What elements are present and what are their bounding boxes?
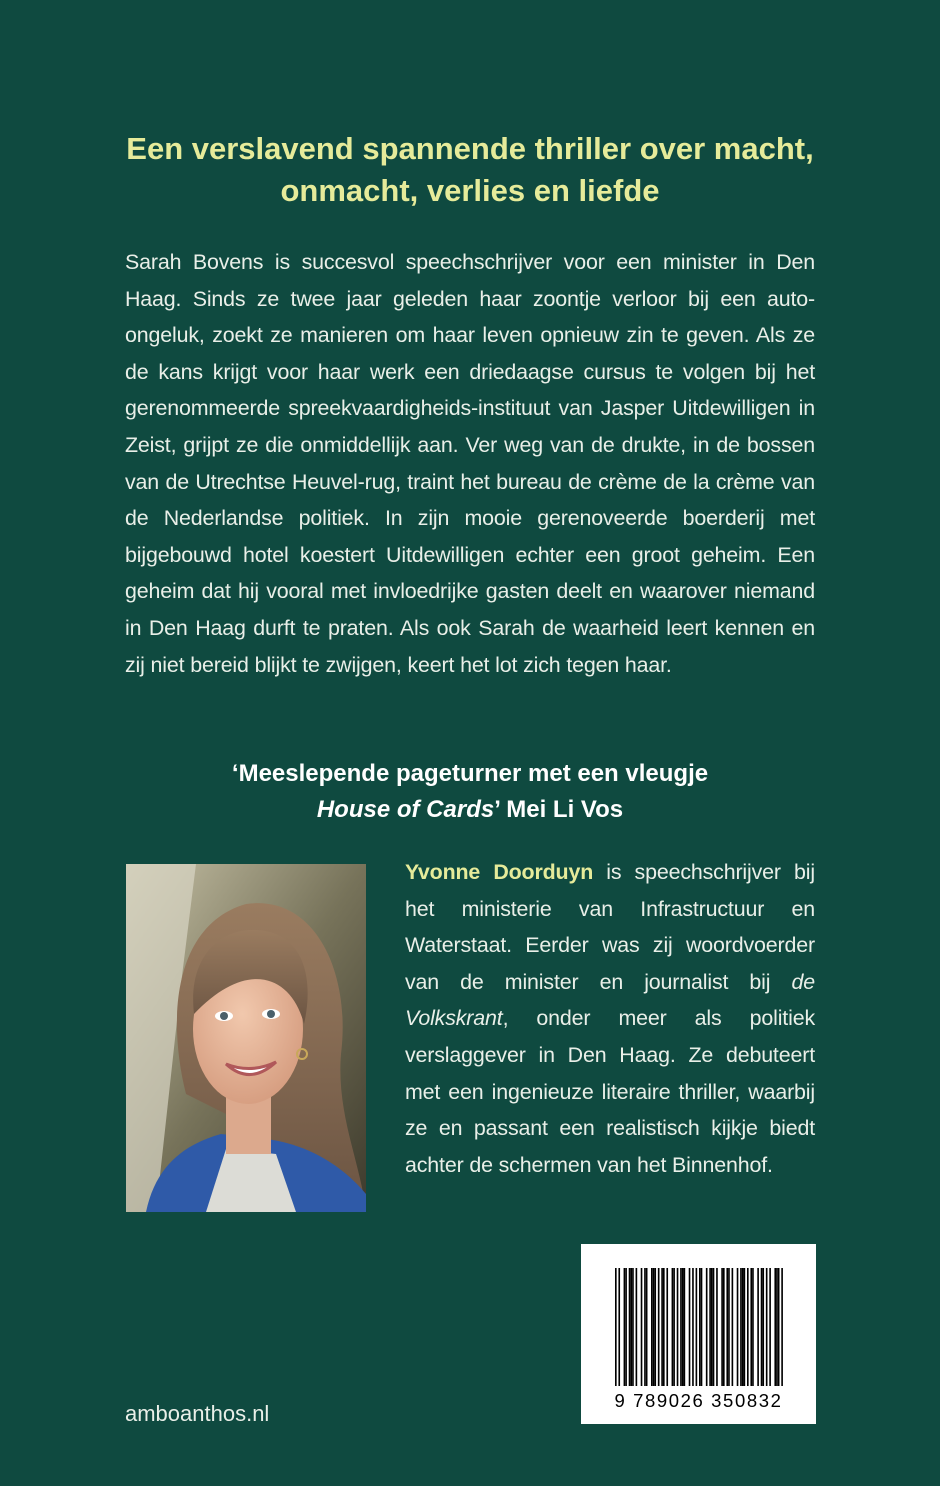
barcode-bar (615, 1268, 617, 1386)
barcode-bar (761, 1268, 763, 1386)
barcode-bar (701, 1268, 703, 1386)
barcode-bar (726, 1268, 728, 1386)
author-bio (405, 854, 815, 1183)
barcode-bar (706, 1268, 708, 1386)
bio-text-1: is speechschrijver bij het ministerie van Infrastructuur en Waterstaat. Eerder was zij woordvoerder van de minister en journalist bij (405, 860, 815, 994)
barcode-bar (684, 1268, 686, 1386)
quote-title: House of Cards (316, 796, 495, 823)
author-photo (126, 864, 366, 1212)
barcode-bar (713, 1268, 715, 1386)
headline-line-1: Een verslavend spannende thriller over macht, (126, 131, 814, 166)
author-name: Yvonne Doorduyn (405, 860, 594, 884)
barcode-bar (630, 1268, 632, 1386)
barcode-bar (747, 1268, 749, 1386)
quote-line-1: ‘Meeslepende pageturner met een vleugje (231, 760, 709, 787)
barcode-bar (629, 1268, 631, 1386)
bio-text-2: , onder meer als politiek verslaggever in Den Haag. Ze debuteert met een ingenieuze literaire thriller, waarbij ze en passant een realistisch kijkje biedt achter de schermen van het Binnenhof. (405, 1006, 815, 1177)
barcode-bar (752, 1268, 754, 1386)
barcode-bar (709, 1268, 711, 1386)
barcode-bar (721, 1268, 723, 1386)
barcode-bar (654, 1268, 656, 1386)
barcode-bar (716, 1268, 718, 1386)
barcode-bar (769, 1268, 771, 1386)
author-portrait-illustration (126, 864, 366, 1212)
publisher-website: amboanthos.nl (125, 1401, 270, 1426)
barcode-bar (658, 1268, 660, 1386)
barcode-bar (774, 1268, 776, 1386)
barcode-bar (636, 1268, 638, 1386)
barcode-bar (766, 1268, 768, 1386)
barcode-bar (723, 1268, 725, 1386)
barcode-bar (680, 1268, 682, 1386)
barcode-bar (711, 1268, 713, 1386)
blurb-text: Sarah Bovens is succesvol speechschrijver voor een minister in Den Haag. Sinds ze twee jaar geleden haar zoontje verloor bij een auto-ongeluk, zoekt ze manieren om haar leven opnieuw zin te geven. Als ze de kans krijgt voor haar werk een driedaagse cursus te volgen bij het gerenommeerde spreekvaardigheids-instituut van Jasper Uitdewilligen in Zeist, grijpt ze die onmiddellijk aan. Ver weg van de drukte, in de bossen van de Utrechtse Heuvel-rug, traint het bureau de crème de la crème van de Nederlandse politiek. In zijn mooie gerenoveerde boerderij met bijgebouwd hotel koestert Uitdewilligen echter een groot geheim. Een geheim dat hij vooral met invloedrijke gasten deelt en waarover niemand in Den Haag durft te praten. Als ook Sarah de waarheid leert kennen en zij niet bereid blijkt te zwijgen, keert het lot zich tegen haar. (125, 250, 815, 677)
quote-line-2 (150, 792, 790, 828)
barcode (581, 1244, 816, 1424)
barcode-bar (762, 1268, 764, 1386)
barcode-bar (742, 1268, 744, 1386)
barcode-bar (646, 1268, 648, 1386)
barcode-bar (624, 1268, 626, 1386)
barcode-bar (692, 1268, 694, 1386)
barcode-bar (625, 1268, 627, 1386)
barcode-bar (740, 1268, 742, 1386)
barcode-bar (644, 1268, 646, 1386)
barcode-bar (696, 1268, 698, 1386)
barcode-bar (661, 1268, 663, 1386)
barcode-bar (682, 1268, 684, 1386)
headline (100, 128, 840, 212)
barcode-bar (632, 1268, 634, 1386)
barcode-bar (728, 1268, 730, 1386)
barcode-bar (737, 1268, 739, 1386)
barcode-bar (677, 1268, 679, 1386)
barcode-bar (750, 1268, 752, 1386)
barcode-bar (689, 1268, 691, 1386)
barcode-bar (757, 1268, 759, 1386)
barcode-bar (651, 1268, 653, 1386)
barcode-bar (653, 1268, 655, 1386)
barcode-bar (744, 1268, 746, 1386)
barcode-bar (663, 1268, 665, 1386)
barcode-bar (776, 1268, 778, 1386)
barcode-bars (581, 1244, 816, 1390)
barcode-bar (673, 1268, 675, 1386)
barcode-bar (666, 1268, 668, 1386)
barcode-bar (732, 1268, 734, 1386)
barcode-bar (672, 1268, 674, 1386)
barcode-bar (699, 1268, 701, 1386)
barcode-bar (618, 1268, 620, 1386)
barcode-bar (641, 1268, 643, 1386)
review-quote (150, 756, 790, 828)
barcode-bar (778, 1268, 780, 1386)
barcode-bar (781, 1268, 783, 1386)
quote-close: ’ (494, 796, 500, 823)
isbn-number: 9 789026 350832 (614, 1390, 783, 1411)
headline-line-2: onmacht, verlies en liefde (280, 173, 660, 208)
newspaper-name: de Volkskrant (405, 969, 815, 1031)
quote-attribution: Mei Li Vos (499, 796, 624, 823)
